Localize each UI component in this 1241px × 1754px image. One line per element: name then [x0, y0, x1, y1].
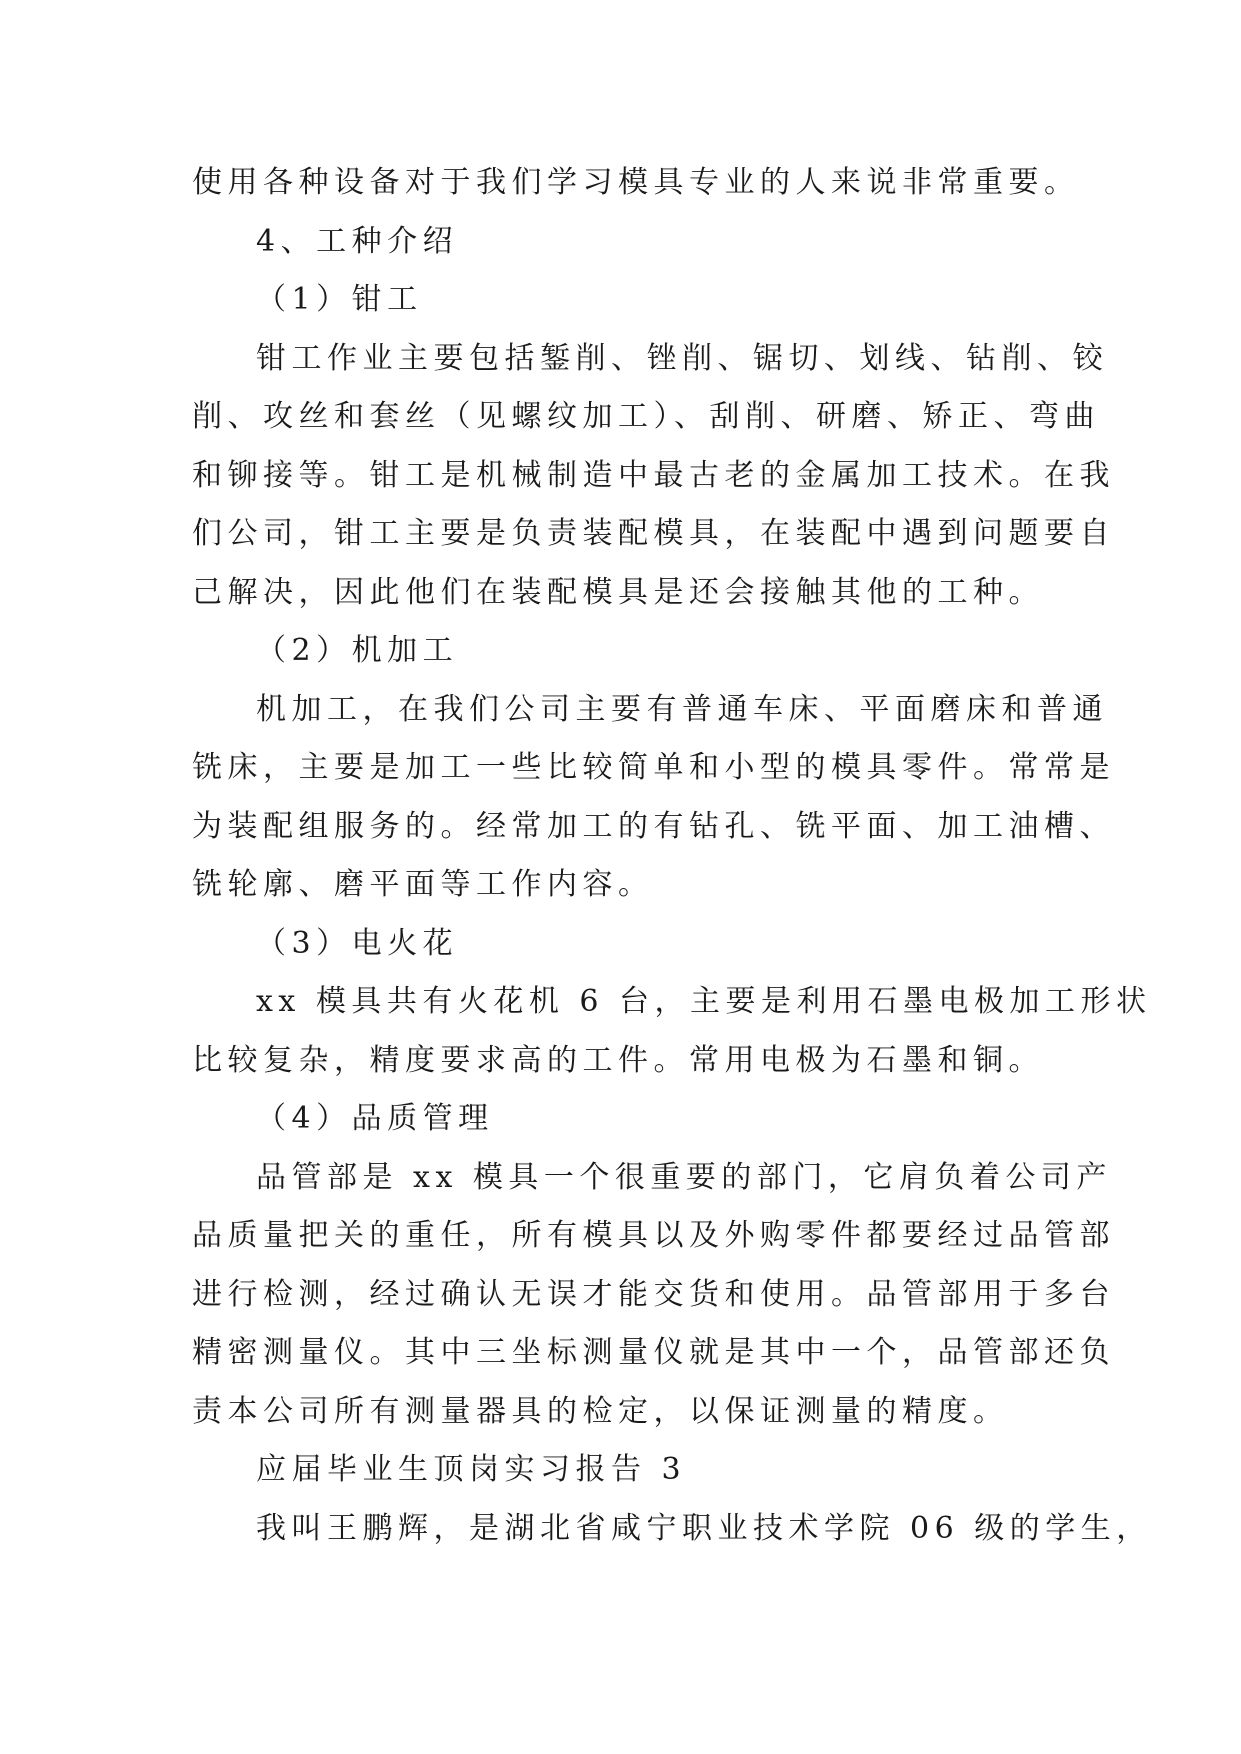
text-line: 进行检测，经过确认无误才能交货和使用。品管部用于多台	[192, 1276, 1115, 1312]
text-line: xx 模具共有火花机 6 台，主要是利用石墨电极加工形状	[256, 984, 1152, 1019]
text-line: 比较复杂，精度要求高的工件。常用电极为石墨和铜。	[192, 1042, 1044, 1078]
document-body	[192, 154, 1152, 1558]
text-line: 铣轮廓、磨平面等工作内容。	[192, 867, 654, 902]
text-line: 品质量把关的重任，所有模具以及外购零件都要经过品管部	[192, 1218, 1115, 1253]
text-line: 为装配组服务的。经常加工的有钻孔、铣平面、加工油槽、	[192, 808, 1115, 844]
subsection-heading: （1）钳工	[256, 282, 423, 317]
text-line: 我叫王鹏辉，是湖北省咸宁职业技术学院 06 级的学生，	[256, 1510, 1152, 1546]
text-line: 责本公司所有测量器具的检定，以保证测量的精度。	[192, 1393, 1009, 1429]
subsection-heading: （2）机加工	[256, 633, 459, 668]
text-line: 铣床，主要是加工一些比较简单和小型的模具零件。常常是	[192, 750, 1115, 785]
subsection-heading: （3）电火花	[256, 925, 459, 961]
text-line: 机加工，在我们公司主要有普通车床、平面磨床和普通	[256, 691, 1108, 727]
text-line: 精密测量仪。其中三坐标测量仪就是其中一个，品管部还负	[192, 1335, 1115, 1370]
text-line: 钳工作业主要包括錾削、锉削、锯切、划线、钻削、铰	[256, 340, 1108, 376]
section-heading: 4、工种介绍	[256, 223, 459, 259]
text-line: 和铆接等。钳工是机械制造中最古老的金属加工技术。在我	[192, 457, 1115, 493]
report-title: 应届毕业生顶岗实习报告 3	[256, 1452, 687, 1487]
text-line: 使用各种设备对于我们学习模具专业的人来说非常重要。	[192, 165, 1080, 200]
text-line: 品管部是 xx 模具一个很重要的部门，它肩负着公司产	[256, 1159, 1112, 1195]
text-line: 己解决，因此他们在装配模具是还会接触其他的工种。	[192, 574, 1044, 610]
subsection-heading: （4）品质管理	[256, 1101, 494, 1136]
text-line: 削、攻丝和套丝（见螺纹加工）、刮削、研磨、矫正、弯曲	[192, 399, 1100, 434]
text-line: 们公司，钳工主要是负责装配模具，在装配中遇到问题要自	[192, 516, 1115, 551]
